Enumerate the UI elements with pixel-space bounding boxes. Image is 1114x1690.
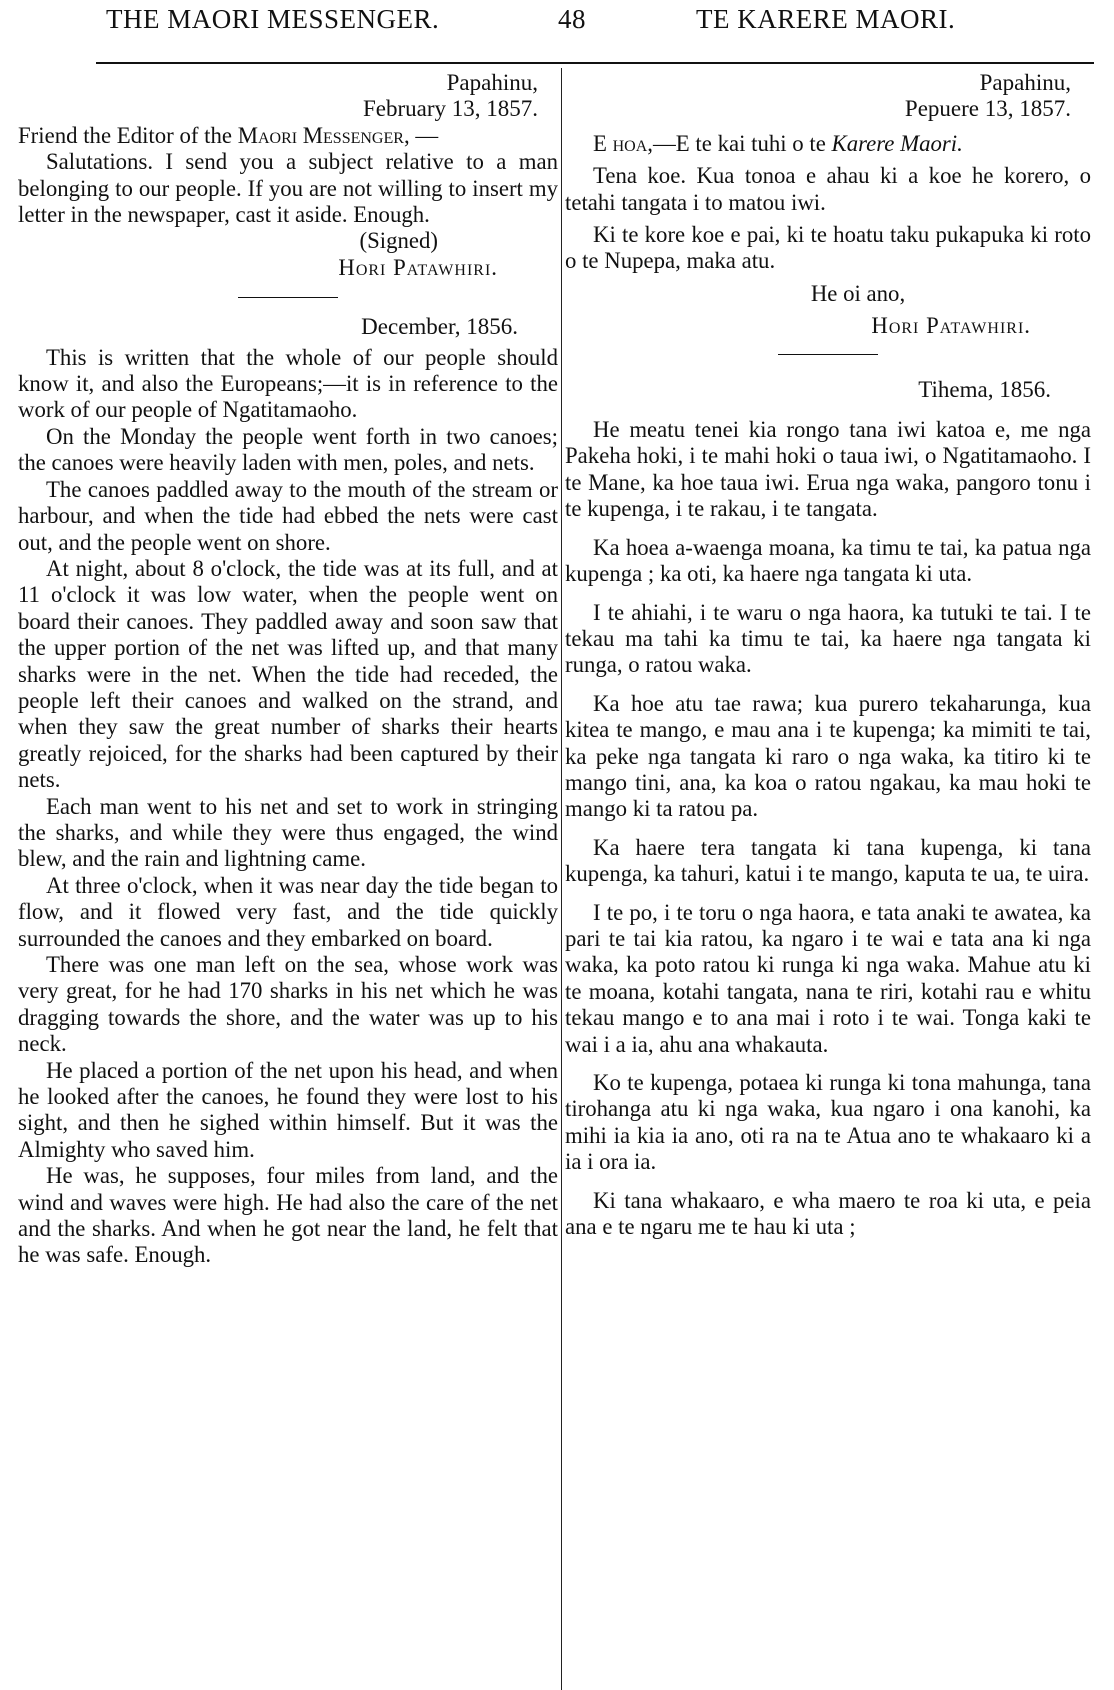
salutation-prefix: Friend the Editor of the — [18, 122, 238, 148]
masthead-maori-title: TE KARERE MAORI. — [696, 4, 956, 34]
letter-salutation — [565, 131, 1091, 157]
article-paragraph: At night, about 8 o'clock, the tide was at its full, and at 11 o'clock it was low water, when the people went on board their canoes. They paddled away and soon saw that the upper portion of the net was lifted up, and that many sharks were in the net. When the tide had receded, the people left their canoes and walked on the strand, and when they saw the great number of sharks their hearts greatly rejoiced, for the sharks had been captured by their nets. — [18, 555, 558, 793]
salutation-paper-name: Maori Messenger — [237, 122, 404, 148]
article-paragraph: The canoes paddled away to the mouth of the stream or harbour, and when the tide had ebbed the nets were cast out, and the people went on shore. — [18, 476, 558, 555]
english-letter-2 — [18, 314, 558, 1269]
salutation-suffix: , — — [403, 122, 439, 148]
article-paragraph: Ko te kupenga, potaea ki runga ki tona mahunga, tana tirohanga atu ki nga waka, kua ngaro i ona kanohi, ka mihi ia kia ia ano, oti ra na te Atua ano te whakaaro ki a ia i ora ia. — [565, 1070, 1091, 1175]
section-separator — [238, 297, 338, 298]
article-paragraph: There was one man left on the sea, whose work was very great, for he had 170 sharks in his net which he was dragging towards the shore, and the water was up to his neck. — [18, 952, 558, 1057]
salutation-mid: ,—E te kai tuhi o te — [647, 130, 832, 156]
article-paragraph: This is written that the whole of our people should know it, and also the Europeans;—it is in reference to the work of our people of Ngatitamaoho. — [18, 344, 558, 423]
english-letter-1 — [18, 70, 558, 281]
letter-signature: Hori Patawhiri. — [338, 254, 498, 280]
article-date: Tihema, 1856. — [918, 376, 1051, 402]
letter-body: Salutations. I send you a subject relative to a man belonging to our people. If you are not willing to insert my letter in the newspaper, cast it aside. Enough. — [18, 149, 558, 228]
article-paragraph: I te ahiahi, i te waru o nga haora, ka tutuki te tai. I te tekau ma tahi ka timu te tai, ka haere nga tangata ki runga, o ratou waka. — [565, 599, 1091, 678]
letter-closing: He oi ano, — [810, 280, 906, 306]
maori-letter-1 — [565, 70, 1091, 340]
article-paragraph: Each man went to his net and set to work in stringing the sharks, and while they were thus engaged, the wind blew, and the rain and lightning came. — [18, 793, 558, 872]
article-paragraph: On the Monday the people went forth in two canoes; the canoes were heavily laden with men, poles, and nets. — [18, 423, 558, 476]
article-paragraph: He meatu tenei kia rongo tana iwi katoa e, me nga Pakeha hoki, i te mahi hoki o taua iwi, o Ngatitamaoho. I te Mane, ka hoe taua iwi. Erua nga waka, pangoro tonu i te kupenga, i te rakau, i te tangata. — [565, 417, 1091, 522]
article-paragraph: Ka haere tera tangata ki tana kupenga, ki tana kupenga, ka tahuri, katui i te mango, kaputa te ua, te uira. — [565, 834, 1091, 887]
letter-date: Pepuere 13, 1857. — [904, 96, 1071, 122]
article-paragraph: He was, he supposes, four miles from land, and the wind and waves were high. He had also the care of the net and the sharks. And when he got near the land, he felt that he was safe. Enough. — [18, 1163, 558, 1268]
maori-column — [565, 70, 1091, 1690]
letter-body: Ki te kore koe e pai, ki te hoatu taku pukapuka ki roto o te Nupepa, maka atu. — [565, 222, 1091, 274]
article-paragraph: Ki tana whakaaro, e wha maero te roa ki uta, e peia ana e te ngaru me te hau ki uta ; — [565, 1187, 1091, 1240]
page-number: 48 — [558, 4, 586, 34]
article-paragraph: Ka hoe atu tae rawa; kua purero tekaharunga, kua kitea te mango, e mau ana i te kupenga; ka mimiti te tai, ka peke nga tangata ki raro o nga waka, ka titiro ki te mango tini, ana, ka koa o ratou ngakau, ka mau hoki te mango ki ta ratou pa. — [565, 690, 1091, 822]
article-paragraph: I te po, i te toru o nga haora, e tata anaki te awatea, ka pari te tai kia ratou, ka ngaro i te wai e tata ana ki nga waka, ka poto ratou ki runga ki nga waka. Mahue atu ki te moana, kotahi tangata, nana te riri, kotahi rau e whitu tekau mango e to ana mai i roto i te wai. Tonga kaki te wai i a ia, ahu ana whakauta. — [565, 899, 1091, 1057]
masthead — [96, 0, 1094, 64]
column-divider — [561, 68, 562, 1690]
maori-letter-2 — [565, 377, 1091, 1241]
article-date: December, 1856. — [361, 314, 518, 340]
english-column — [18, 70, 558, 1690]
article-paragraph: Ka hoea a-waenga moana, ka timu te tai, ka patua nga kupenga ; ka oti, ka haere nga tangata ki uta. — [565, 534, 1091, 587]
letter-place: Papahinu, — [446, 70, 538, 95]
letter-date: February 13, 1857. — [362, 96, 538, 122]
letter-place: Papahinu, — [979, 70, 1071, 95]
section-separator — [778, 354, 878, 355]
salutation-prefix: E hoa — [593, 130, 648, 156]
letter-body: Tena koe. Kua tonoa e ahau ki a koe he korero, o tetahi tangata i to matou iwi. — [565, 163, 1091, 215]
masthead-english-title: THE MAORI MESSENGER. — [106, 4, 440, 34]
article-paragraph: At three o'clock, when it was near day the tide began to flow, and it flowed very fast, and the tide quickly surrounded the canoes and they embarked on board. — [18, 872, 558, 951]
salutation-paper-name: Karere Maori. — [831, 130, 963, 156]
letter-salutation — [18, 123, 558, 149]
article-paragraph: He placed a portion of the net upon his head, and when he looked after the canoes, he found they were lost to his sight, and then he sighed within himself. But it was the Almighty who saved him. — [18, 1057, 558, 1162]
letter-signature: Hori Patawhiri. — [871, 313, 1031, 339]
letter-signed-note: (Signed) — [359, 228, 438, 254]
